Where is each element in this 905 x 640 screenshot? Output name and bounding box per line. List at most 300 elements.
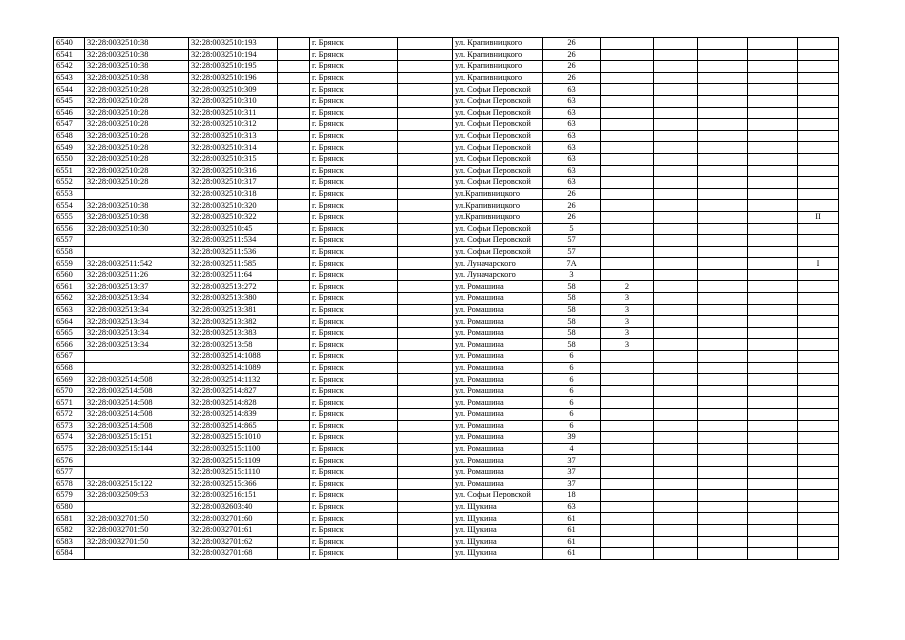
blank-cell [748,432,798,444]
blank-cell [278,513,310,525]
table-row [54,327,839,339]
roman-numeral-cell [798,536,839,548]
roman-numeral-cell [798,478,839,490]
blank-cell [748,61,798,73]
street-cell: ул. Софьи Перовской [453,223,543,235]
blank-cell [654,107,698,119]
cadastral-number: 32:28:0032510:317 [189,177,278,189]
table-row [54,165,839,177]
cadastral-number: 32:28:0032514:828 [189,397,278,409]
blank-cell [698,258,748,270]
blank-cell [398,548,453,560]
blank-cell [278,188,310,200]
blank-cell [278,443,310,455]
parent-parcel-number: 32:28:0032510:38 [85,61,189,73]
blank-cell [654,443,698,455]
apartment-cell [601,524,654,536]
row-number: 6564 [54,316,85,328]
street-cell: ул. Ромашина [453,293,543,305]
blank-cell [698,188,748,200]
street-cell: ул. Ромашина [453,420,543,432]
blank-cell [398,258,453,270]
blank-cell [398,490,453,502]
table-row [54,362,839,374]
cadastral-number: 32:28:0032513:383 [189,327,278,339]
blank-cell [698,130,748,142]
blank-cell [278,72,310,84]
blank-cell [278,281,310,293]
parent-parcel-number: 32:28:0032701:50 [85,524,189,536]
parent-parcel-number: 32:28:0032514:508 [85,409,189,421]
street-cell: ул. Крапивницкого [453,38,543,50]
apartment-cell [601,188,654,200]
house-number: 6 [543,409,601,421]
city-cell: г. Брянск [310,165,398,177]
blank-cell [654,316,698,328]
blank-cell [654,490,698,502]
blank-cell [278,478,310,490]
cadastral-number: 32:28:0032701:61 [189,524,278,536]
street-cell: ул. Ромашина [453,339,543,351]
cadastral-number: 32:28:0032510:314 [189,142,278,154]
apartment-cell [601,536,654,548]
blank-cell [654,119,698,131]
city-cell: г. Брянск [310,385,398,397]
blank-cell [278,316,310,328]
blank-cell [748,409,798,421]
parent-parcel-number [85,351,189,363]
apartment-cell [601,142,654,154]
table-row [54,281,839,293]
blank-cell [748,397,798,409]
street-cell: ул. Софьи Перовской [453,490,543,502]
roman-numeral-cell [798,420,839,432]
blank-cell [398,38,453,50]
blank-cell [654,304,698,316]
blank-cell [698,478,748,490]
blank-cell [398,211,453,223]
blank-cell [398,235,453,247]
city-cell: г. Брянск [310,235,398,247]
city-cell: г. Брянск [310,200,398,212]
roman-numeral-cell [798,61,839,73]
street-cell: ул. Софьи Перовской [453,153,543,165]
parent-parcel-number: 32:28:0032513:37 [85,281,189,293]
house-number: 57 [543,235,601,247]
blank-cell [654,38,698,50]
cadastral-number: 32:28:0032510:318 [189,188,278,200]
table-row [54,466,839,478]
city-cell: г. Брянск [310,374,398,386]
blank-cell [398,397,453,409]
city-cell: г. Брянск [310,95,398,107]
blank-cell [698,200,748,212]
parent-parcel-number: 32:28:0032513:34 [85,339,189,351]
blank-cell [698,362,748,374]
table-row [54,501,839,513]
blank-cell [748,293,798,305]
table-row [54,432,839,444]
blank-cell [748,269,798,281]
cadastral-number: 32:28:0032510:45 [189,223,278,235]
blank-cell [654,374,698,386]
blank-cell [748,200,798,212]
blank-cell [748,223,798,235]
house-number: 61 [543,536,601,548]
city-cell: г. Брянск [310,548,398,560]
table-row [54,130,839,142]
apartment-cell [601,420,654,432]
house-number: 26 [543,61,601,73]
house-number: 6 [543,385,601,397]
house-number: 63 [543,119,601,131]
house-number: 58 [543,293,601,305]
row-number: 6570 [54,385,85,397]
street-cell: ул. Софьи Перовской [453,142,543,154]
table-row [54,200,839,212]
roman-numeral-cell [798,524,839,536]
blank-cell [398,513,453,525]
roman-numeral-cell [798,351,839,363]
street-cell: ул. Софьи Перовской [453,165,543,177]
apartment-cell [601,72,654,84]
city-cell: г. Брянск [310,107,398,119]
blank-cell [698,420,748,432]
cadastral-number: 32:28:0032514:865 [189,420,278,432]
apartment-cell: 2 [601,281,654,293]
row-number: 6569 [54,374,85,386]
blank-cell [398,95,453,107]
table-row [54,153,839,165]
cadastral-number: 32:28:0032510:311 [189,107,278,119]
blank-cell [278,524,310,536]
row-number: 6562 [54,293,85,305]
blank-cell [698,49,748,61]
blank-cell [698,84,748,96]
house-number: 58 [543,304,601,316]
city-cell: г. Брянск [310,84,398,96]
street-cell: ул. Софьи Перовской [453,246,543,258]
blank-cell [398,501,453,513]
house-number: 18 [543,490,601,502]
blank-cell [654,142,698,154]
parent-parcel-number: 32:28:0032510:28 [85,165,189,177]
parent-parcel-number [85,246,189,258]
parent-parcel-number: 32:28:0032510:28 [85,130,189,142]
blank-cell [698,443,748,455]
house-number: 61 [543,548,601,560]
register-table [53,37,839,560]
blank-cell [748,188,798,200]
blank-cell [698,293,748,305]
blank-cell [748,304,798,316]
roman-numeral-cell [798,246,839,258]
roman-numeral-cell [798,397,839,409]
city-cell: г. Брянск [310,188,398,200]
house-number: 5 [543,223,601,235]
row-number: 6579 [54,490,85,502]
roman-numeral-cell [798,269,839,281]
row-number: 6547 [54,119,85,131]
parent-parcel-number: 32:28:0032515:151 [85,432,189,444]
blank-cell [278,49,310,61]
house-number: 6 [543,374,601,386]
blank-cell [748,153,798,165]
roman-numeral-cell [798,153,839,165]
street-cell: ул. Ромашина [453,409,543,421]
blank-cell [278,385,310,397]
street-cell: ул.Крапивницкого [453,211,543,223]
blank-cell [278,548,310,560]
blank-cell [748,142,798,154]
blank-cell [654,501,698,513]
cadastral-number: 32:28:0032701:60 [189,513,278,525]
cadastral-number: 32:28:0032511:536 [189,246,278,258]
blank-cell [654,223,698,235]
parent-parcel-number [85,188,189,200]
house-number: 63 [543,142,601,154]
row-number: 6572 [54,409,85,421]
blank-cell [278,38,310,50]
blank-cell [698,165,748,177]
roman-numeral-cell [798,374,839,386]
street-cell: ул. Щукина [453,548,543,560]
blank-cell [698,61,748,73]
table-row [54,385,839,397]
blank-cell [278,153,310,165]
blank-cell [398,119,453,131]
blank-cell [698,466,748,478]
roman-numeral-cell [798,455,839,467]
parent-parcel-number: 32:28:0032510:28 [85,95,189,107]
blank-cell [398,385,453,397]
blank-cell [698,536,748,548]
table-row [54,478,839,490]
parent-parcel-number: 32:28:0032513:34 [85,304,189,316]
row-number: 6540 [54,38,85,50]
row-number: 6558 [54,246,85,258]
blank-cell [654,49,698,61]
blank-cell [698,38,748,50]
cadastral-number: 32:28:0032510:316 [189,165,278,177]
parent-parcel-number: 32:28:0032514:508 [85,397,189,409]
parent-parcel-number: 32:28:0032513:34 [85,316,189,328]
roman-numeral-cell: I [798,258,839,270]
city-cell: г. Брянск [310,72,398,84]
blank-cell [748,501,798,513]
blank-cell [278,119,310,131]
blank-cell [654,72,698,84]
cadastral-number: 32:28:0032515:1010 [189,432,278,444]
apartment-cell: 3 [601,339,654,351]
blank-cell [748,258,798,270]
table-row [54,443,839,455]
city-cell: г. Брянск [310,443,398,455]
blank-cell [748,385,798,397]
blank-cell [398,49,453,61]
city-cell: г. Брянск [310,351,398,363]
table-row [54,269,839,281]
house-number: 7А [543,258,601,270]
row-number: 6557 [54,235,85,247]
parent-parcel-number: 32:28:0032701:50 [85,536,189,548]
table-row [54,490,839,502]
blank-cell [748,119,798,131]
street-cell: ул. Софьи Перовской [453,235,543,247]
cadastral-number: 32:28:0032515:1100 [189,443,278,455]
house-number: 26 [543,72,601,84]
roman-numeral-cell [798,95,839,107]
city-cell: г. Брянск [310,119,398,131]
apartment-cell [601,501,654,513]
roman-numeral-cell [798,200,839,212]
table-row [54,246,839,258]
street-cell: ул. Софьи Перовской [453,95,543,107]
blank-cell [698,142,748,154]
cadastral-number: 32:28:0032514:1132 [189,374,278,386]
city-cell: г. Брянск [310,432,398,444]
blank-cell [748,490,798,502]
parent-parcel-number: 32:28:0032511:26 [85,269,189,281]
table-row [54,420,839,432]
parent-parcel-number [85,501,189,513]
blank-cell [654,524,698,536]
row-number: 6576 [54,455,85,467]
city-cell: г. Брянск [310,536,398,548]
blank-cell [278,339,310,351]
roman-numeral-cell [798,130,839,142]
blank-cell [278,177,310,189]
city-cell: г. Брянск [310,466,398,478]
cadastral-number: 32:28:0032514:827 [189,385,278,397]
blank-cell [748,478,798,490]
parent-parcel-number [85,466,189,478]
blank-cell [654,351,698,363]
street-cell: ул. Ромашина [453,443,543,455]
blank-cell [654,130,698,142]
parent-parcel-number: 32:28:0032509:53 [85,490,189,502]
blank-cell [654,513,698,525]
parent-parcel-number: 32:28:0032511:542 [85,258,189,270]
apartment-cell [601,548,654,560]
blank-cell [698,235,748,247]
apartment-cell [601,490,654,502]
parent-parcel-number: 32:28:0032510:38 [85,72,189,84]
city-cell: г. Брянск [310,420,398,432]
cadastral-number: 32:28:0032515:366 [189,478,278,490]
street-cell: ул. Софьи Перовской [453,130,543,142]
blank-cell [698,490,748,502]
blank-cell [398,188,453,200]
table-row [54,49,839,61]
blank-cell [698,339,748,351]
blank-cell [748,235,798,247]
street-cell: ул. Ромашина [453,351,543,363]
blank-cell [654,165,698,177]
street-cell: ул. Щукина [453,524,543,536]
apartment-cell [601,107,654,119]
city-cell: г. Брянск [310,293,398,305]
street-cell: ул. Софьи Перовской [453,107,543,119]
blank-cell [748,443,798,455]
house-number: 26 [543,211,601,223]
city-cell: г. Брянск [310,501,398,513]
street-cell: ул. Ромашина [453,374,543,386]
blank-cell [278,362,310,374]
roman-numeral-cell [798,385,839,397]
cadastral-number: 32:28:0032510:322 [189,211,278,223]
blank-cell [748,211,798,223]
table-row [54,409,839,421]
blank-cell [398,246,453,258]
blank-cell [654,478,698,490]
blank-cell [654,246,698,258]
row-number: 6552 [54,177,85,189]
blank-cell [398,374,453,386]
blank-cell [654,211,698,223]
table-row [54,524,839,536]
city-cell: г. Брянск [310,223,398,235]
apartment-cell [601,258,654,270]
house-number: 37 [543,478,601,490]
blank-cell [278,490,310,502]
blank-cell [748,455,798,467]
table-row [54,72,839,84]
blank-cell [748,246,798,258]
house-number: 63 [543,177,601,189]
roman-numeral-cell [798,490,839,502]
parent-parcel-number: 32:28:0032515:144 [85,443,189,455]
blank-cell [278,84,310,96]
blank-cell [654,188,698,200]
city-cell: г. Брянск [310,153,398,165]
cadastral-number: 32:28:0032510:195 [189,61,278,73]
blank-cell [698,455,748,467]
table-row [54,316,839,328]
house-number: 26 [543,200,601,212]
blank-cell [278,466,310,478]
house-number: 39 [543,432,601,444]
blank-cell [654,327,698,339]
parent-parcel-number: 32:28:0032510:38 [85,200,189,212]
table-row [54,548,839,560]
row-number: 6560 [54,269,85,281]
table-row [54,119,839,131]
blank-cell [748,374,798,386]
apartment-cell [601,409,654,421]
roman-numeral-cell [798,107,839,119]
blank-cell [398,281,453,293]
blank-cell [398,304,453,316]
row-number: 6559 [54,258,85,270]
house-number: 26 [543,49,601,61]
row-number: 6573 [54,420,85,432]
roman-numeral-cell [798,84,839,96]
house-number: 63 [543,95,601,107]
house-number: 63 [543,130,601,142]
cadastral-number: 32:28:0032513:272 [189,281,278,293]
parent-parcel-number: 32:28:0032510:28 [85,119,189,131]
house-number: 57 [543,246,601,258]
street-cell: ул. Ромашина [453,455,543,467]
cadastral-number: 32:28:0032513:58 [189,339,278,351]
house-number: 3 [543,269,601,281]
street-cell: ул.Крапивницкого [453,200,543,212]
blank-cell [698,513,748,525]
roman-numeral-cell [798,339,839,351]
blank-cell [748,339,798,351]
blank-cell [654,258,698,270]
